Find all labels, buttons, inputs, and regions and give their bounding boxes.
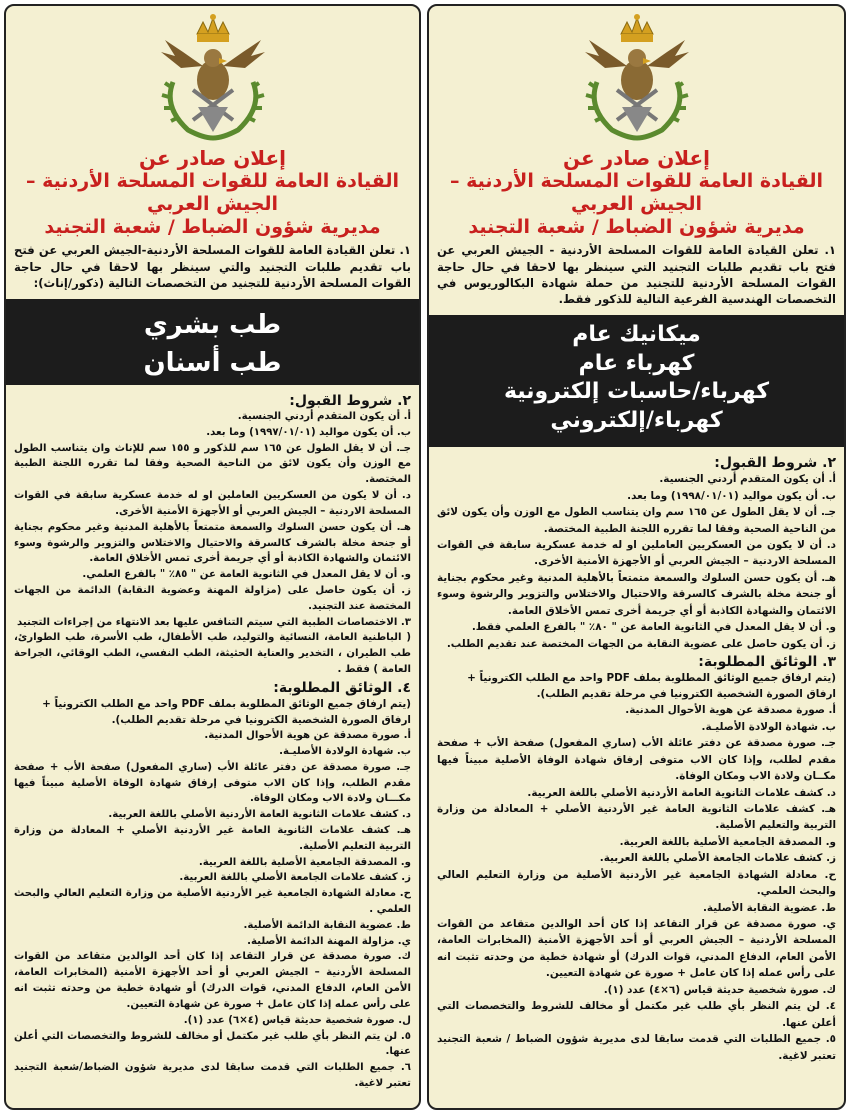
list-item: جـ. أن لا يقل الطول عن ١٦٥ سم للذكور و ١٥٥ سم للإناث وان يتناسب الطول مع الوزن وأن يكون لائق من الناحية الصحية وفقا لما تقرره اللجنة الطبية المختصة. <box>14 442 411 486</box>
list-item: ز. كشف علامات الجامعة الأصلي باللغة العربية. <box>179 872 411 884</box>
list-item: أ. أن يكون المتقدم أردني الجنسية. <box>659 473 836 486</box>
announcement-header <box>6 146 419 238</box>
specialty-item: طب أسنان <box>143 347 282 378</box>
list-item: أ. صورة مصدقة عن هوية الأحوال المدنية. <box>204 730 411 742</box>
list-item: هـ. أن يكون حسن السلوك والسمعة متمتعاً بالأهلية المدنية وغير محكوم بجناية أو جنحة مخلة بالشرف كالسرقة والاحتيال والاختلاس والتزوير والرشوة وسوء الائتمان والشهادة الكاذبة أو أي جريمة أخرى تمس الأخلاق العامة. <box>14 521 411 565</box>
conditions-title: ٢. شروط القبول: <box>714 455 836 472</box>
ad-panel-medical <box>4 4 421 1110</box>
header-line3: مديرية شؤون الضباط / شعبة التجنيد <box>44 215 381 238</box>
list-item: ح. معادلة الشهادة الجامعية غير الأردنية الأصلية من وزارة التعليم العالي والبحث العلمي . <box>14 888 411 916</box>
list-item: د. أن لا يكون من العسكريين العاملين او له خدمة عسكرية سابقة في القوات المسلحة الاردنية – الجيش العربي أو الأجهزة الأمنية الأخرى. <box>14 490 411 517</box>
list-item: جـ. صورة مصدقة عن دفتر عائلة الأب (ساري المفعول) صفحة الأب + صفحة مقدم الطلب، وإذا كان الاب متوفى إرفاق شهادة الوفاة الأصلية مبيناً فيها مكـــان ولادة الاب ومكان الوفاة. <box>14 761 411 805</box>
specialty-item: ميكانيك عام <box>572 322 701 348</box>
list-item: ل. صورة شخصية حديثة قياس (٤×٦) عدد (١). <box>183 1014 411 1026</box>
documents-note: (يتم ارفاق جميع الوثائق المطلوبة بملف PDF واحد مع الطلب الكترونياً + ارفاق الصورة الشخصية الكترونيا في مرحلة تقديم الطلب). <box>42 697 411 726</box>
army-emblem-icon <box>577 12 697 142</box>
list-item: أ. صورة مصدقة عن هوية الأحوال المدنية. <box>625 704 836 717</box>
list-item: ز. كشف علامات الجامعة الأصلي باللغة العربية. <box>599 852 836 865</box>
army-emblem <box>429 6 844 146</box>
list-item: جـ. صورة مصدقة عن دفتر عائلة الأب (ساري المفعول) صفحة الأب + صفحة مقدم لطلب، وإذا كان الاب متوفى إرفاق شهادة الوفاة الأصلية مبيناً فيها مكــان ولادة الاب ومكان الوفاة. <box>437 737 836 783</box>
list-item: ي. صورة مصدقة عن قرار التقاعد إذا كان أحد الوالدين متقاعد من القوات المسلحة الأردنية – الجيش العربي أو أحد الأجهزة الأمنية (المخابرات العامة، الأمن العام، الدفاع المدني، قوات الدرك) أو شهادة خطية من وحدته تثبت انه على رأس عمله إذا كان عامل + صورة عن شهادة التعيين. <box>437 918 836 980</box>
announcement-body <box>429 447 844 1064</box>
list-item: ب. أن يكون مواليد (١٩٩٨/٠١/٠١) وما بعد. <box>627 489 836 502</box>
list-item: د. كشف علامات الثانوية العامة الأردنية الأصلي باللغة العربية. <box>527 786 836 799</box>
header-line2: القيادة العامة للقوات المسلحة الأردنية – الجيش العربي <box>449 170 824 215</box>
intro-paragraph: ١. تعلن القيادة العامة للقوات المسلحة الأردنية-الجيش العربي عن فتح باب تقديم طلبات التجنيد والتي سينظر بها لاحقا في حال حاجة القوات المسلحة الأردنية للتجنيد من التخصصات التالية (ذكور/إناث): <box>14 243 411 290</box>
conditions-list <box>437 471 836 652</box>
header-line1: إعلان صادر عن <box>139 146 286 170</box>
list-item: ٥. لن يتم النظر بأي طلب غير مكتمل أو مخالف للشروط والتخصصات التي أعلن عنها. <box>14 1030 411 1058</box>
list-item: أ. أن يكون المتقدم أردني الجنسية. <box>237 411 411 423</box>
documents-note: (يتم ارفاق جميع الوثائق المطلوبة بملف PDF واحد مع الطلب الكترونياً + ارفاق الصورة الشخصية الكترونيا في مرحلة تقديم الطلب). <box>467 672 836 701</box>
list-item: ٤. لن يتم النظر بأي طلب غير مكتمل أو مخالف للشروط والتخصصات التي أعلن عنها. <box>437 1000 836 1029</box>
list-item: ط. عضوية النقابة الدائمة الأصلية. <box>243 919 411 931</box>
list-item: ك. صورة شخصية حديثة قياس (٦×٤) عدد (١). <box>603 983 836 996</box>
conditions-title: ٢. شروط القبول: <box>289 393 411 410</box>
list-item: د. كشف علامات الثانوية العامة الأردنية الأصلي باللغة العربية. <box>108 809 411 821</box>
list-item: ط. عضوية النقابة الأصلية. <box>702 901 836 914</box>
ad-panel-engineering <box>427 4 846 1110</box>
list-item: و. أن لا يقل المعدل في الثانوية العامة عن " ٨٠٪ " بالفرع العلمي فقط. <box>471 621 836 634</box>
list-item: ز. أن يكون حاصل على عضوية النقابة من الجهات المختصة عند تقديم الطلب. <box>446 637 836 650</box>
list-item: و. المصدقة الجامعية الأصلية باللغة العربية. <box>198 856 411 868</box>
army-emblem <box>6 6 419 146</box>
list-item: ٥. جميع الطلبات التي قدمت سابقا لدى مديرية شؤون الضباط / شعبة التجنيد تعتبر لاغية. <box>437 1033 836 1062</box>
documents-title: ٤. الوثائق المطلوبة: <box>273 679 411 696</box>
specialty-item: كهرباء/إلكتروني <box>550 408 723 434</box>
list-item: ك. صورة مصدقة عن قرار التقاعد إذا كان أحد الوالدين متقاعد من القوات المسلحة الأردنية – الجيش العربي أو أحد الأجهزة الأمنية (المخابرات العامة، الأمن العام، الدفاع المدني، قوات الدرك) أو شهادة خطية من وحدته تثبت انه على رأس عمله إذا كان عامل + صورة عن شهادة التعيين. <box>14 951 411 1010</box>
intro-paragraph: ١. تعلن القيادة العامة للقوات المسلحة الأردنية - الجيش العربي عن فتح باب تقديم طلبات التجنيد التي سينظر بها لاحقا في حال حاجة القوات المسلحة الأردنية للتجنيد من حملة شهادة البكالوريوس في التخصصات الهندسية الفرعية التالية للذكور فقط. <box>437 243 836 307</box>
specialties-box <box>429 315 844 447</box>
list-item: هـ. كشف علامات الثانوية العامة غير الأردنية الأصلي + المعادلة من وزارة التربية التعليم الأصلية. <box>14 824 411 852</box>
list-item: ز. أن يكون حاصل على (مزاولة المهنة وعضوية النقابة) الدائمة من الجهات المختصة عند التجنيد. <box>14 584 411 612</box>
list-item: ب. أن يكون مواليد (١٩٩٧/٠١/٠١) وما بعد. <box>206 426 411 438</box>
conditions-list <box>14 409 411 678</box>
header-line2: القيادة العامة للقوات المسلحة الأردنية – الجيش العربي <box>25 170 400 215</box>
list-item: ب. شهادة الولادة الأصليـة. <box>279 745 411 757</box>
list-item: ي. مزاولة المهنة الدائمة الأصلية. <box>247 935 411 947</box>
army-emblem-icon <box>153 12 273 142</box>
documents-list <box>14 728 411 1092</box>
documents-title: ٣. الوثائق المطلوبة: <box>698 654 836 671</box>
list-item: و. المصدقة الجامعية الأصلية باللغة العربية. <box>619 835 836 848</box>
list-item: و. أن لا يقل المعدل في الثانوية العامة عن " ٨٥٪ " بالفرع العلمي. <box>82 569 411 581</box>
specialty-item: كهرباء عام <box>578 350 695 376</box>
specialty-item: كهرباء/حاسبات إلكترونية <box>503 379 770 405</box>
specialties-box <box>6 299 419 385</box>
header-line1: إعلان صادر عن <box>563 146 710 170</box>
list-item: هـ. كشف علامات الثانوية العامة غير الأردنية الأصلي + المعادلة من وزارة التربية والتعليم الأصلية. <box>437 802 836 832</box>
list-item: ٣. الاختصاصات الطبية التي سيتم التنافس عليها بعد الانتهاء من إجراءات التجنيد <box>16 616 411 628</box>
list-item: هـ. أن يكون حسن السلوك والسمعة متمتعاً بالأهلية المدنية وغير محكوم بجناية أو جنحة مخلة بالشرف كالسرقة والاحتيال والاختلاس والتزوير والرشوة وسوء الائتمان والشهادة الكاذبة أو أي جريمة أخرى تمس الأخلاق العامة. <box>437 571 836 617</box>
list-item: جـ. أن لا يقل الطول عن ١٦٥ سم وان يتناسب الطول مع الوزن وأن يكون لائق من الناحية الصحية وفقا لما تقرره اللجنة الطبية المختصة. <box>437 506 836 535</box>
list-item: ب. شهادة الولادة الأصليـة. <box>701 720 836 733</box>
documents-list <box>437 702 836 1064</box>
announcement-header <box>429 146 844 238</box>
specialty-item: طب بشري <box>143 310 282 341</box>
list-item: د. أن لا يكون من العسكريين العاملين او له خدمة عسكرية سابقة في القوات المسلحة الاردنية – الجيش العربي أو الأجهزة الأمنية الأخرى. <box>437 539 836 568</box>
header-line3: مديرية شؤون الضباط / شعبة التجنيد <box>468 215 805 238</box>
list-item: ٦. جميع الطلبات التي قدمت سابقا لدى مديرية شؤون الضباط/شعبة التجنيد تعتبر لاغية. <box>14 1062 411 1089</box>
list-item: ( الباطنية العامة، النسائية والتوليد، طب الأطفال، طب الأسرة، طب الطوارئ، طب الطيران ، التخدير والعناية الحثيثة، الطب النفسي، الطب الوقائي، الجراحة العامة ) فقط . <box>14 632 411 676</box>
announcement-body <box>6 385 419 1092</box>
list-item: ح. معادلة الشهادة الجامعية غير الأردنية الأصلية من وزارة التعليم العالي والبحث العلمي. <box>437 868 836 898</box>
